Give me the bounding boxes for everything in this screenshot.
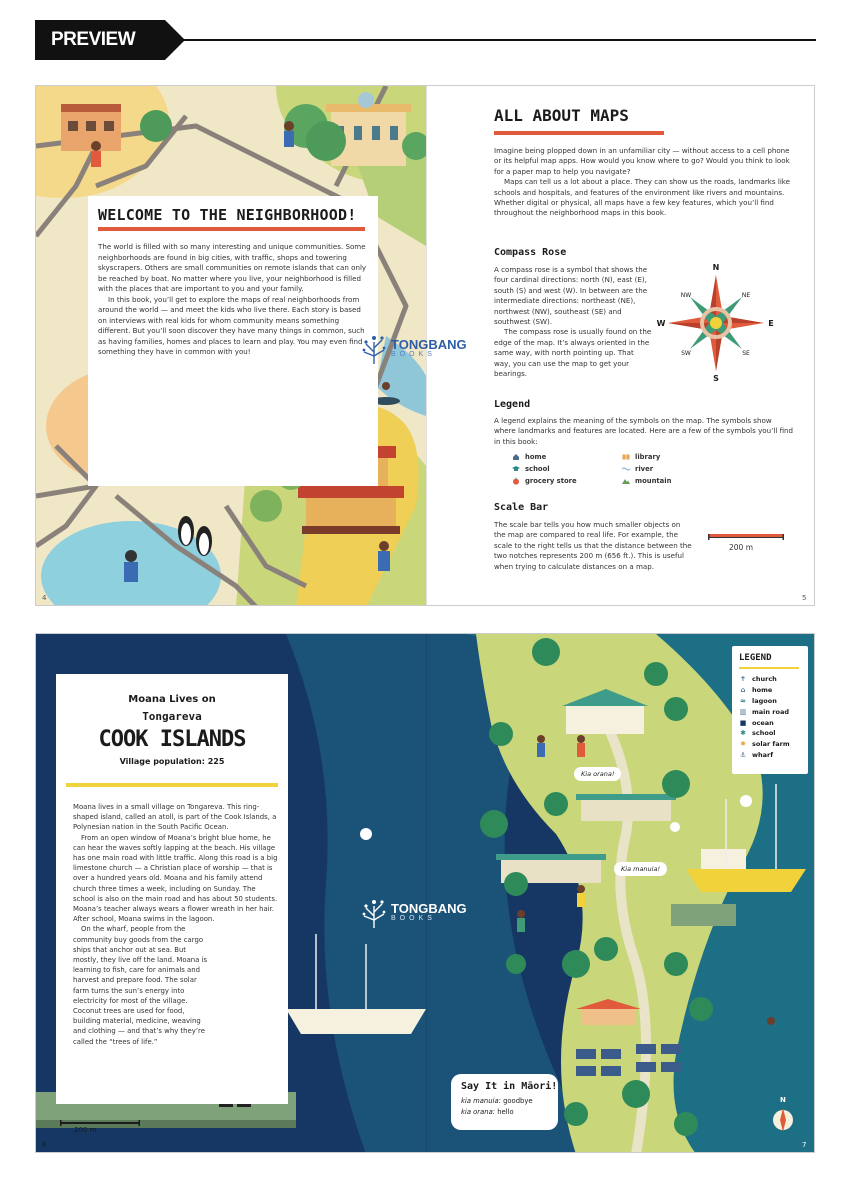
- legend-item-mountain: [622, 476, 702, 486]
- solar-icon: ✹: [740, 740, 746, 749]
- map-legend-label: church: [752, 675, 777, 684]
- legend-symbols: [512, 452, 702, 486]
- legend-text: A legend explains the meaning of the symbols on the map. The symbols show where landmarks and features are located. Here are a few of the symbols you’ll find in this book:: [494, 416, 794, 446]
- moana-paragraph-1: Moana lives in a small village on Tongareva. This ring-shaped island, called an atoll, is part of the Cook Islands, a Polynesian nation in the South Pacific Ocean.: [73, 803, 277, 832]
- moana-title-line-3: COOK ISLANDS: [98, 727, 246, 752]
- map-legend-item-wharf: [739, 750, 790, 761]
- say-meaning: hello: [497, 1108, 514, 1116]
- scale-bar-icon-2: [60, 1120, 140, 1126]
- map-legend-item-ocean: [739, 717, 790, 728]
- school-icon: [512, 465, 520, 473]
- legend-item-library: [622, 452, 702, 462]
- watermark-sub: BOOKS: [391, 351, 436, 358]
- moana-story-text: [73, 802, 278, 1047]
- legend-label-grocery: grocery store: [525, 477, 577, 485]
- lagoon-icon: ≈: [740, 696, 746, 705]
- wharf-icon: ⚓: [739, 750, 747, 759]
- moana-title-line-1: Moana Lives on: [128, 694, 216, 705]
- maps-intro-paragraph-1: Imagine being plopped down in an unfamiliar city — without access to a cell phone or its helpful map apps. How would you know where to go? Would you think to look for a paper map to help you navigate?: [494, 146, 790, 176]
- page-number-6: 6: [42, 1141, 47, 1149]
- compass-rose-icon: [656, 261, 776, 383]
- welcome-paragraph-2: In this book, you’ll get to explore the maps of real neighborhoods from around the world — and meet the kids who live there. Each story is based on interviews with real kids for whom community means something different. But you’ll soon discover they have many things in common, such as having families, homes and places to learn and play. You may even find something they have in common with you!: [98, 294, 365, 356]
- speech-bubble-goodbye: Kia manuia!: [614, 862, 667, 876]
- ocean-icon: ■: [739, 718, 747, 727]
- scale-bar-icon: [708, 534, 784, 540]
- map-legend-item-main-road: [739, 706, 790, 717]
- apple-icon: [512, 477, 520, 485]
- speech-bubble-hello: Kia orana!: [574, 767, 621, 781]
- watermark-2: [361, 896, 467, 928]
- welcome-body: [98, 242, 368, 358]
- map-legend-label: school: [752, 729, 776, 738]
- school-icon: ✱: [740, 729, 746, 738]
- watermark-tree-icon: [361, 332, 387, 364]
- compass-s-label: S: [713, 374, 719, 383]
- map-legend-item-home: [739, 685, 790, 696]
- legend-heading: Legend: [494, 399, 531, 410]
- compass-n-label: N: [712, 263, 720, 272]
- legend-label-river: river: [635, 465, 654, 473]
- compass-w-label: W: [656, 319, 666, 328]
- page-number-4: 4: [42, 594, 47, 602]
- maps-intro: [494, 146, 794, 219]
- watermark-brand: TONGBANG: [391, 337, 467, 352]
- moana-paragraph-3: On the wharf, people from the community buy goods from the cargo ships that anchor out at sea. But mostly, they live off the land. Moana is learning to fish, care for animals and harvest and prepare food. The solar farm turns the sun’s energy into electricity for most of the village. Coconut trees are used for food, building material, medicine, weaving and clothing — and that’s why they’re called the “trees of life.”: [73, 925, 208, 1046]
- map-legend-label: solar farm: [752, 740, 790, 749]
- scale-bar-label-2: 200 m: [74, 1126, 97, 1134]
- moana-title-line-2: Tongareva: [142, 710, 202, 723]
- compass-paragraph-1: A compass rose is a symbol that shows the four cardinal directions: north (N), east (E), south (S) and west (W). In between are the intermediate directions: northeast (NE), northwest (NW), southeast (SE) and southwest (SW).: [494, 265, 648, 327]
- say-meaning: goodbye: [503, 1097, 533, 1105]
- map-legend-label: ocean: [752, 718, 774, 727]
- compass-rose-text: [494, 265, 652, 379]
- all-about-maps-title: ALL ABOUT MAPS: [494, 106, 629, 125]
- header-rule: [180, 39, 816, 41]
- legend-label-home: home: [525, 453, 547, 461]
- compass-rose-heading: Compass Rose: [494, 247, 567, 258]
- say-it-line-1: [461, 1097, 533, 1105]
- maps-title-underline: [494, 131, 664, 135]
- compass-paragraph-2: The compass rose is usually found on the edge of the map. It’s always oriented in the same way, with north pointing up. That way, you can use the map to get your bearings.: [494, 327, 652, 379]
- say-it-line-2: [461, 1108, 514, 1116]
- map-legend-item-lagoon: [739, 696, 790, 707]
- legend-item-grocery: [512, 476, 622, 486]
- river-icon: [622, 465, 630, 473]
- page-number-7: 7: [802, 1141, 807, 1149]
- watermark-sub-2: BOOKS: [391, 915, 436, 922]
- say-it-title: Say It in Māori!: [461, 1081, 558, 1092]
- legend-label-mountain: mountain: [635, 477, 672, 485]
- legend-item-school: [512, 464, 622, 474]
- spread-cook-islands: [35, 633, 815, 1153]
- map-legend-list: [739, 674, 790, 760]
- spread-neighborhood-intro: [35, 85, 815, 606]
- map-legend-label: home: [752, 686, 773, 695]
- preview-tab: [35, 20, 185, 60]
- moana-title-underline: [66, 783, 278, 787]
- map-legend-item-school: [739, 728, 790, 739]
- legend-label-library: library: [635, 453, 661, 461]
- compass-sw-label: SW: [681, 350, 691, 357]
- mountain-icon: [622, 477, 630, 485]
- cross-icon: ✝: [740, 675, 746, 684]
- home-icon: [512, 453, 520, 461]
- map-compass-n-label: N: [780, 1096, 786, 1104]
- map-legend-underline: [739, 667, 799, 669]
- watermark-1: [361, 332, 467, 364]
- scale-bar-text: The scale bar tells you how much smaller objects on the map are compared to real life. For example, the scale to the right tells us that the distance between the two notches represents 200 m (656 ft.). This is useful when trying to calculate distances on a map.: [494, 520, 692, 571]
- page-fold-2: [426, 634, 427, 1152]
- map-legend-item-church: [739, 674, 790, 685]
- map-legend-label: wharf: [752, 750, 774, 759]
- page-number-5: 5: [802, 594, 807, 602]
- compass-e-label: E: [768, 319, 774, 328]
- watermark-brand-2: TONGBANG: [391, 901, 467, 916]
- village-population: Village population: 225: [119, 757, 225, 766]
- legend-item-home: [512, 452, 622, 462]
- compass-se-label: SE: [742, 350, 750, 357]
- welcome-title: WELCOME TO THE NEIGHBORHOOD!: [98, 206, 357, 224]
- moana-paragraph-2: From an open window of Moana’s bright blue home, he can hear the waves softly lapping at the beach. His village has one main road with little traffic. Along this road is a big limestone church — a Christian place of worship — that is over a hundred years old. Moana and his family attend church three times a week, including on Sunday. The school is also on the main road and has about 50 students. Moana’s teacher always wears a flower wreath in her hair. After school, Moana swims in the lagoon.: [73, 833, 278, 924]
- map-legend-item-solar-farm: [739, 739, 790, 750]
- scale-bar-heading: Scale Bar: [494, 502, 549, 513]
- map-legend-title: LEGEND: [739, 653, 772, 663]
- legend-item-river: [622, 464, 702, 474]
- legend-label-school: school: [525, 465, 550, 473]
- say-term: kia orana:: [461, 1108, 496, 1116]
- map-legend-label: lagoon: [752, 696, 777, 705]
- compass-ne-label: NE: [741, 292, 751, 299]
- welcome-paragraph-1: The world is filled with so many interesting and unique communities. Some neighborhoods are found in big cities, with traffic, shops and towering skyscrapers. Others are small communities on remote islands that can only be reached by boat. No matter where you live, your neighborhood is filled with the places that are important to you and your family.: [98, 242, 367, 293]
- page-fold: [426, 86, 427, 605]
- watermark-tree-icon-2: [361, 896, 387, 928]
- scale-bar-label: 200 m: [729, 543, 754, 552]
- book-icon: [622, 453, 630, 461]
- map-legend-label: main road: [752, 707, 789, 716]
- welcome-title-underline: [98, 227, 365, 231]
- home-icon: ⌂: [740, 686, 746, 695]
- maps-intro-paragraph-2: Maps can tell us a lot about a place. They can show us the roads, landmarks like schools and hospitals, and features of the environment like rivers and mountains. Whether digital or physical, all maps have a few key features, which you’ll find throughout the neighborhood maps in this book.: [494, 177, 791, 218]
- compass-nw-label: NW: [680, 292, 692, 299]
- road-icon: ▥: [739, 707, 747, 716]
- preview-label: PREVIEW: [51, 29, 136, 50]
- say-term: kia manuia:: [461, 1097, 501, 1105]
